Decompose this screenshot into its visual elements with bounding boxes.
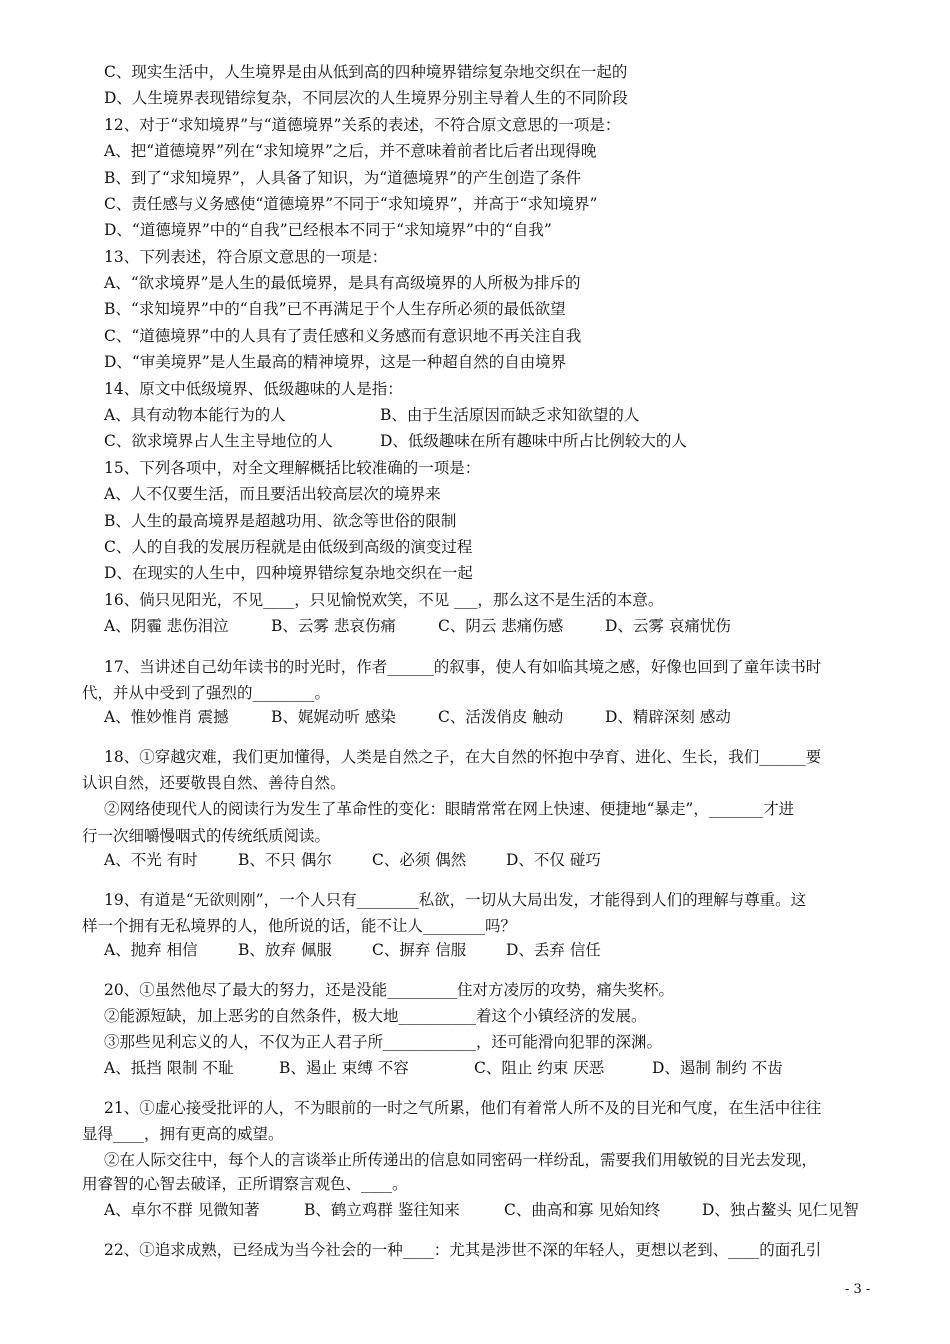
text-line: A、“欲求境界”是人生的最低境界，是具有高级境界的人所极为排斥的	[104, 274, 581, 292]
text-line: ③那些见利忘义的人，不仅为正人君子所____________，还可能滑向犯罪的深渊。	[104, 1033, 663, 1051]
text-line: C、现实生活中，人生境界是由从低到高的四种境界错综复杂地交织在一起的	[104, 63, 628, 81]
text-line: A、人不仅要生活，而且要活出较高层次的境界来	[104, 485, 441, 503]
option: A、抛弃 相信	[104, 941, 198, 959]
option: B、放弃 佩服	[238, 941, 332, 959]
text-line: 用睿智的心智去破译，正所谓察言观色、____。	[82, 1175, 408, 1193]
options-row	[104, 1058, 783, 1078]
options-row	[104, 1200, 859, 1220]
question-13: 13、下列表述，符合原文意思的一项是：	[104, 248, 388, 266]
option: B、娓娓动听 感染	[271, 708, 396, 726]
question-18: 18、①穿越灾难，我们更加懂得，人类是自然之子，在大自然的怀抱中孕育、进化、生长，我们______要	[104, 748, 822, 766]
text-line: 认识自然，还要敬畏自然、善待自然。	[82, 774, 346, 792]
option: C、摒弃 信服	[372, 941, 467, 959]
option: D、遏制 制约 不齿	[652, 1059, 783, 1077]
question-17: 17、当讲述自己幼年读书的时光时，作者______的叙事，使人有如临其境之感，好像也回到了童年读书时	[104, 658, 822, 676]
option: C、曲高和寡 见始知终	[504, 1201, 661, 1219]
question-15: 15、下列各项中，对全文理解概括比较准确的一项是：	[104, 459, 481, 477]
question-12: 12、对于“求知境界”与“道德境界”关系的表述，不符合原文意思的一项是：	[104, 116, 621, 134]
options-row	[104, 850, 601, 870]
text-line: 显得____，拥有更高的威望。	[82, 1125, 284, 1143]
option: B、遏止 束缚 不容	[279, 1059, 409, 1077]
options-row	[104, 431, 687, 451]
text-line: 行一次细嚼慢咽式的传统纸质阅读。	[82, 827, 331, 845]
option: C、欲求境界占人生主导地位的人	[104, 432, 333, 450]
text-line: D、“审美境界”是人生最高的精神境界，这是一种超自然的自由境界	[104, 353, 567, 371]
question-19: 19、有道是“无欲则刚”，一个人只有________私欲，一切从大局出发，才能得到人们的理解与尊重。这	[104, 891, 807, 909]
option: B、鹤立鸡群 鉴往知来	[304, 1201, 460, 1219]
option: C、阴云 悲痛伤感	[438, 617, 564, 635]
option: D、不仅 碰巧	[506, 851, 601, 869]
question-16: 16、倘只见阳光，不见____，只见愉悦欢笑，不见 ___，那么这不是生活的本意。	[104, 591, 664, 609]
text-line: ②能源短缺，加上恶劣的自然条件，极大地__________着这个小镇经济的发展。	[104, 1007, 647, 1025]
option: D、精辟深刻 感动	[605, 708, 731, 726]
options-row	[104, 940, 601, 960]
question-21: 21、①虚心接受批评的人，不为眼前的一时之气所累，他们有着常人所不及的目光和气度，在生活中往往	[104, 1099, 822, 1117]
text-line: D、“道德境界”中的“自我”已经根本不同于“求知境界”中的“自我”	[104, 221, 552, 239]
option: B、由于生活原因而缺乏求知欲望的人	[380, 406, 640, 424]
question-20: 20、①虽然他尽了最大的努力，还是没能_________住对方凌厉的攻势，痛失奖杯。	[104, 981, 674, 999]
option: D、云雾 哀痛忧伤	[605, 617, 731, 635]
option: A、抵挡 限制 不耻	[104, 1059, 234, 1077]
text-line: D、在现实的人生中，四种境界错综复杂地交织在一起	[104, 564, 473, 582]
text-line: C、人的自我的发展历程就是由低级到高级的演变过程	[104, 538, 473, 556]
option: C、必须 偶然	[372, 851, 467, 869]
options-row	[104, 707, 731, 727]
option: A、不光 有时	[104, 851, 198, 869]
option: A、卓尔不群 见微知著	[104, 1201, 260, 1219]
option: D、低级趣味在所有趣味中所占比例较大的人	[380, 432, 687, 450]
text-line: C、“道德境界”中的人具有了责任感和义务感而有意识地不再关注自我	[104, 327, 582, 345]
option: A、惟妙惟肖 震撼	[104, 708, 229, 726]
text-line: C、责任感与义务感使“道德境界”不同于“求知境界”，并高于“求知境界”	[104, 195, 598, 213]
text-line: A、把“道德境界”列在“求知境界”之后，并不意味着前者比后者出现得晚	[104, 142, 597, 160]
option: C、活泼俏皮 触动	[438, 708, 564, 726]
text-line: ②在人际交往中，每个人的言谈举止所传递出的信息如同密码一样纷乱，需要我们用敏锐的目光去发现，	[104, 1151, 818, 1169]
question-22: 22、①追求成熟，已经成为当今社会的一种____：尤其是涉世不深的年轻人，更想以老到、____的面孔引	[104, 1241, 822, 1259]
option: B、不只 偶尔	[238, 851, 332, 869]
page-number: - 3 -	[845, 1282, 871, 1297]
options-row	[104, 405, 639, 425]
text-line: B、人生的最高境界是超越功用、欲念等世俗的限制	[104, 512, 457, 530]
text-line: 代，并从中受到了强烈的________。	[82, 684, 331, 702]
option: D、丢弃 信任	[506, 941, 601, 959]
question-14: 14、原文中低级境界、低级趣味的人是指：	[104, 380, 403, 398]
option: B、云雾 悲哀伤痛	[271, 617, 396, 635]
options-row	[104, 616, 731, 636]
text-line: D、人生境界表现错综复杂，不同层次的人生境界分别主导着人生的不同阶段	[104, 89, 628, 107]
option: C、阻止 约束 厌恶	[474, 1059, 605, 1077]
text-line: B、“求知境界”中的“自我”已不再满足于个人生存所必须的最低欲望	[104, 300, 566, 318]
option: A、具有动物本能行为的人	[104, 406, 286, 424]
option: D、独占鳌头 见仁见智	[702, 1201, 859, 1219]
option: A、阴霾 悲伤泪泣	[104, 617, 229, 635]
text-line: ②网络使现代人的阅读行为发生了革命性的变化：眼睛常常在网上快速、便捷地“暴走”，_______才进	[104, 800, 795, 818]
text-line: B、到了“求知境界”，人具备了知识，为“道德境界”的产生创造了条件	[104, 169, 582, 187]
text-line: 样一个拥有无私境界的人，他所说的话，能不让人________吗？	[82, 917, 517, 935]
